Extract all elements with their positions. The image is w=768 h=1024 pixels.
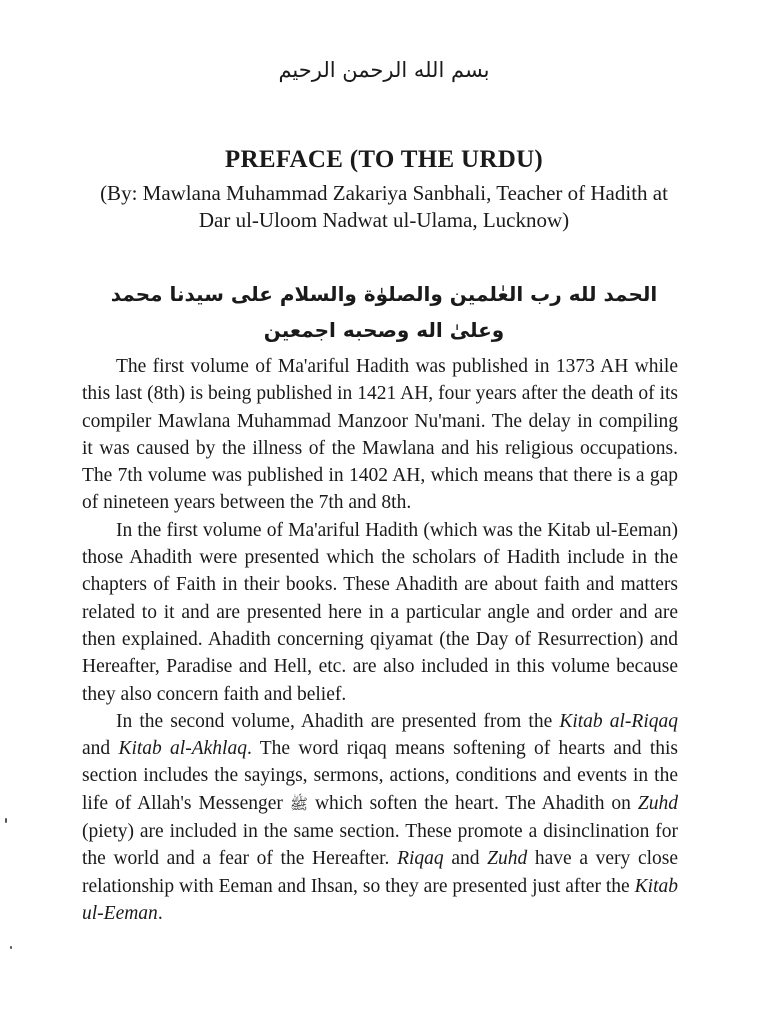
p3-italic-kitab-akhlaq: Kitab al-Akhlaq [118, 738, 247, 760]
p3-italic-kitab-riqaq: Kitab al-Riqaq [559, 710, 678, 732]
paragraph-2: In the first volume of Ma'ariful Hadith (which was the Kitab ul-Eeman) those Ahadith were presented which the scholars of Hadith include in the chapters of Faith in their books. These Ahadith are about faith and matters related to it and are presented here in a particular angle and order and are then explained. Ahadith concerning qiyamat (the Day of Resurrection) and Hereafter, Paradise and Hell, etc. are also included in this volume because they also concern faith and belief. [82, 519, 678, 705]
p3-text: and [82, 738, 119, 760]
paragraph-3 [82, 708, 678, 927]
paragraph-1: The first volume of Ma'ariful Hadith was published in 1373 AH while this last (8th) is being published in 1421 AH, four years after the death of its compiler Mawlana Muhammad Manzoor Nu'mani. The delay in compiling it was caused by the illness of the Mawlana and his religious occupations. The 7th volume was published in 1402 AH, which means that there is a gap of nineteen years between the 7th and 8th. [82, 356, 678, 514]
p3-italic-riqaq: Riqaq [397, 848, 444, 870]
page-title: PREFACE (TO THE URDU) [224, 146, 544, 173]
p3-text: which soften the heart. The Ahadith on [308, 792, 638, 814]
doxology-line-2: وعلىٰ اله وصحبه اجمعين [263, 318, 505, 342]
p3-text: . The word riqaq means softening of hearts and this section includes the sayings, sermons, actions, conditions and events in the life of Allah's Messenger [82, 738, 678, 814]
scan-speck [5, 818, 7, 823]
p3-text: . [157, 902, 163, 924]
p3-italic-zuhd: Zuhd [637, 792, 678, 814]
doxology-line-1: الحمد لله رب العٰلمين والصلوٰة والسلام على سيدنا محمد [110, 282, 658, 306]
p3-text: and [443, 848, 488, 870]
byline: (By: Mawlana Muhammad Zakariya Sanbhali, Teacher of Hadith at Dar ul-Uloom Nadwat ul-Ulama, Lucknow) [100, 181, 668, 232]
salutation-glyph: ﷺ [289, 794, 309, 813]
body-text [82, 353, 678, 927]
p3-italic-zuhd-2: Zuhd [487, 848, 528, 870]
p3-text: (piety) are included in the same section. These promote a disinclination for the world and a fear of the Hereafter. [82, 821, 678, 870]
p3-text: In the second volume, Ahadith are presented from the [116, 710, 560, 732]
p3-italic-kitab-eeman: Kitab ul-Eeman [82, 875, 678, 924]
scan-speck [10, 946, 12, 949]
bismillah-heading: بسم الله الرحمن الرحيم [278, 58, 490, 82]
p3-text: have a very close relationship with Eeman and Ihsan, so they are presented just after the [82, 848, 679, 897]
